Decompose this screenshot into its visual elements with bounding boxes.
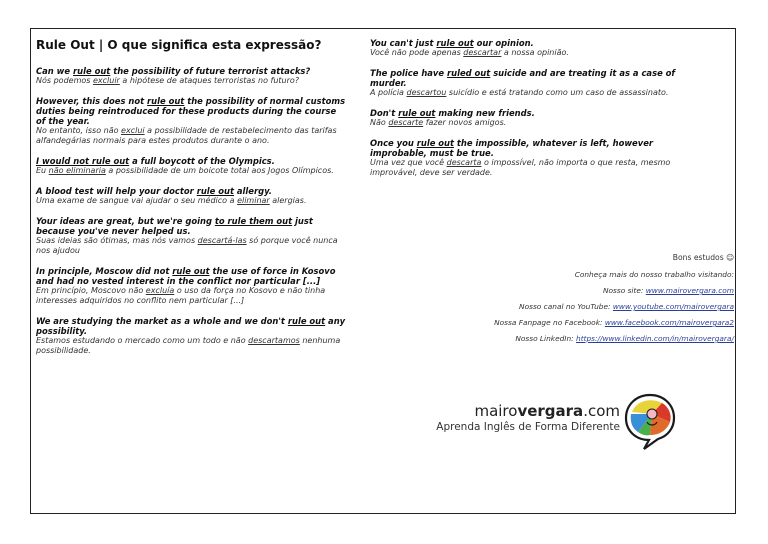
example-item xyxy=(36,316,346,356)
english-sentence xyxy=(36,156,346,166)
sentence-text: suicide and are treating it as a case of murder. xyxy=(370,68,676,88)
highlighted-phrase: rule out xyxy=(196,186,234,196)
sentence-text: just because you've never helped us. xyxy=(36,216,313,236)
highlighted-phrase: I would not rule out xyxy=(36,156,130,166)
youtube-link[interactable]: www.youtube.com/mairovergara xyxy=(612,302,734,311)
english-sentence xyxy=(370,138,680,158)
sentence-text: Você não pode apenas xyxy=(370,48,464,57)
highlighted-phrase: rule out xyxy=(416,138,455,148)
portuguese-translation xyxy=(370,48,680,58)
speech-bubble-logo-icon xyxy=(622,392,678,452)
portuguese-translation xyxy=(36,76,346,86)
left-example-list xyxy=(36,66,346,356)
highlighted-phrase: descartou xyxy=(406,88,447,97)
intro-text: Conheça mais do nosso trabalho visitando: xyxy=(574,270,734,279)
portuguese-translation xyxy=(36,236,346,256)
sentence-text: However, this does not xyxy=(36,96,148,106)
sentence-text: the impossible, whatever is left, however improbable, must be true. xyxy=(370,138,654,158)
sentence-text: a full boycott of the Olympics. xyxy=(129,156,275,166)
example-item xyxy=(36,216,346,256)
sentence-text: You can't just xyxy=(370,38,437,48)
brand-tagline: Aprenda Inglês de Forma Diferente xyxy=(436,421,620,433)
highlighted-phrase: rule out xyxy=(147,96,185,106)
sentence-text: In principle, Moscow did not xyxy=(36,266,173,276)
english-sentence xyxy=(36,216,346,236)
sentence-text: making new friends. xyxy=(435,108,535,118)
sentence-text: Can we xyxy=(36,66,74,76)
sentence-text: Eu xyxy=(36,166,49,175)
sentence-text: Don't xyxy=(370,108,399,118)
sentence-text: Your ideas are great, but we're going xyxy=(36,216,215,226)
sentence-text: Em princípio, Moscovo não xyxy=(36,286,146,295)
highlighted-phrase: descartá-las xyxy=(197,236,247,245)
sentence-text: fazer novos amigos. xyxy=(423,118,507,127)
portuguese-translation xyxy=(36,126,346,146)
brand-name-bold: vergara xyxy=(517,402,584,420)
sentence-text: suicídio e está tratando como um caso de assassinato. xyxy=(446,88,669,97)
portuguese-translation xyxy=(36,336,346,356)
site-link[interactable]: www.mairovergara.com xyxy=(645,286,734,295)
highlighted-phrase: descarta xyxy=(446,158,482,167)
portuguese-translation xyxy=(370,88,680,98)
english-sentence xyxy=(370,68,680,88)
highlighted-phrase: descartamos xyxy=(248,336,300,345)
english-sentence xyxy=(36,66,346,76)
sentence-text: o uso da força no Kosovo e não tinha interesses adquiridos no conflito nem particular [...] xyxy=(36,286,326,305)
english-sentence xyxy=(36,266,346,286)
sentence-text: We are studying the market as a whole and we don't xyxy=(36,316,288,326)
portuguese-translation xyxy=(36,286,346,306)
example-item xyxy=(36,156,346,176)
left-column xyxy=(36,38,346,366)
portuguese-translation xyxy=(370,118,680,128)
portuguese-translation xyxy=(370,158,680,178)
highlighted-phrase: exclui xyxy=(121,126,145,135)
english-sentence xyxy=(370,38,680,48)
example-item xyxy=(370,108,680,128)
sentence-text: Once you xyxy=(370,138,417,148)
highlighted-phrase: to rule them out xyxy=(214,216,293,226)
highlighted-phrase: ruled out xyxy=(447,68,491,78)
highlighted-phrase: rule out xyxy=(172,266,210,276)
highlighted-phrase: eliminar xyxy=(237,196,270,205)
english-sentence xyxy=(370,108,680,118)
sentence-text: a possibilidade de um boicote total aos Jogos Olímpicos. xyxy=(105,166,334,175)
sentence-text: Nós podemos xyxy=(36,76,93,85)
portuguese-translation xyxy=(36,196,346,206)
linkedin-line xyxy=(434,334,734,343)
sentence-text: Uma vez que você xyxy=(370,158,447,167)
sentence-text: the possibility of normal customs duties being reintroduced for these products during the course of the year. xyxy=(36,96,346,126)
sentence-text: any possibility. xyxy=(36,316,346,336)
sentence-text: the possibility of future terrorist attacks? xyxy=(110,66,311,76)
highlighted-phrase: rule out xyxy=(73,66,111,76)
highlighted-phrase: descartar xyxy=(463,48,502,57)
brand-name-suffix: .com xyxy=(583,402,620,420)
sentence-text: the use of force in Kosovo and had no vested interest in the conflict nor particular [...] xyxy=(36,266,336,286)
goodbye-text: Bons estudos ☺ xyxy=(672,253,734,262)
example-item xyxy=(370,38,680,58)
facebook-label: Nossa Fanpage no Facebook: xyxy=(494,318,605,327)
portuguese-translation xyxy=(36,166,346,176)
facebook-link[interactable]: www.facebook.com/mairovergara2 xyxy=(604,318,734,327)
sentence-text: a nossa opinião. xyxy=(501,48,569,57)
sentence-text: alergias. xyxy=(269,196,307,205)
contact-links xyxy=(434,253,734,350)
example-item xyxy=(370,68,680,98)
sentence-text: Estamos estudando o mercado como um todo e não xyxy=(36,336,249,345)
sentence-text: The police have xyxy=(370,68,447,78)
english-sentence xyxy=(36,96,346,126)
example-item xyxy=(370,138,680,178)
sentence-text: nenhuma possibilidade. xyxy=(36,336,341,355)
linkedin-label: Nosso LinkedIn: xyxy=(515,334,577,343)
highlighted-phrase: rule out xyxy=(398,108,436,118)
highlighted-phrase: descarte xyxy=(388,118,424,127)
example-item xyxy=(36,186,346,206)
facebook-line xyxy=(434,318,734,327)
example-item xyxy=(36,266,346,306)
sentence-text: a possibilidade de restabelecimento das tarifas alfandegárias normais para estes produtos durante o ano. xyxy=(36,126,337,145)
sentence-text: Não xyxy=(370,118,389,127)
highlighted-phrase: excluía xyxy=(145,286,175,295)
sentence-text: a hipótese de ataques terroristas no futuro? xyxy=(119,76,300,85)
sentence-text: allergy. xyxy=(233,186,272,196)
sentence-text: o impossível, não importa o que resta, mesmo improvável, deve ser verdade. xyxy=(370,158,671,177)
english-sentence xyxy=(36,316,346,336)
brand-name-light: mairo xyxy=(474,402,518,420)
brand-block xyxy=(410,402,620,434)
highlighted-phrase: rule out xyxy=(287,316,326,326)
page-title: Rule Out | O que significa esta expressão? xyxy=(36,38,322,52)
sentence-text: A polícia xyxy=(370,88,407,97)
sentence-text: Uma exame de sangue vai ajudar o seu médico a xyxy=(36,196,238,205)
site-line xyxy=(434,286,734,295)
site-label: Nosso site: xyxy=(602,286,646,295)
english-sentence xyxy=(36,186,346,196)
sentence-text: No entanto, isso não xyxy=(36,126,122,135)
linkedin-link[interactable]: https://www.linkedin.com/in/mairovergara/ xyxy=(576,334,734,343)
highlighted-phrase: rule out xyxy=(436,38,474,48)
sentence-text: Suas ideias são ótimas, mas nós vamos xyxy=(36,236,198,245)
sentence-text: our opinion. xyxy=(473,38,534,48)
highlighted-phrase: não eliminaria xyxy=(48,166,106,175)
youtube-label: Nosso canal no YouTube: xyxy=(519,302,613,311)
sentence-text: só porque você nunca nos ajudou xyxy=(36,236,338,255)
example-item xyxy=(36,96,346,146)
right-example-list xyxy=(370,38,680,178)
sentence-text: A blood test will help your doctor xyxy=(36,186,197,196)
brand-name xyxy=(410,402,620,420)
example-item xyxy=(36,66,346,86)
youtube-line xyxy=(434,302,734,311)
highlighted-phrase: excluir xyxy=(92,76,120,85)
right-column xyxy=(370,38,680,188)
